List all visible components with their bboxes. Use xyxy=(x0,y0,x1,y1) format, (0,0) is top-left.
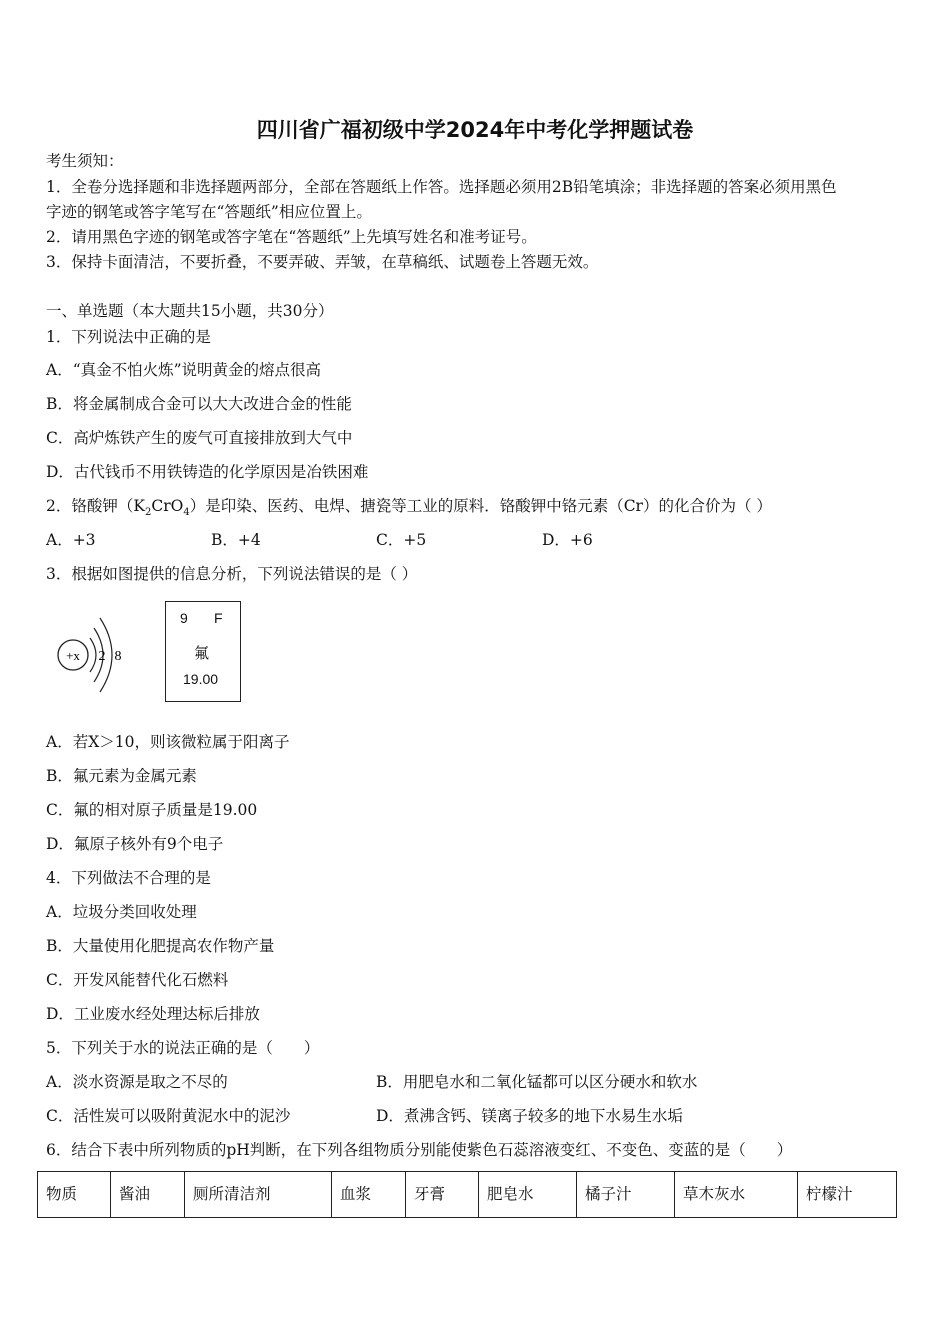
table-row xyxy=(38,1172,897,1218)
q1-option: A．“真金不怕火炼”说明黄金的熔点很高 xyxy=(46,361,322,379)
q3-stem: 3．根据如图提供的信息分析，下列说法错误的是（ ） xyxy=(46,565,418,583)
q5-stem: 5．下列关于水的说法正确的是（ ） xyxy=(46,1039,320,1057)
table-cell: 橘子汁 xyxy=(577,1172,675,1218)
table-cell: 草木灰水 xyxy=(675,1172,798,1218)
q1-option: B．将金属制成合金可以大大改进合金的性能 xyxy=(46,395,352,413)
q3-option: A．若X＞10，则该微粒属于阳离子 xyxy=(46,733,290,751)
section-heading: 一、单选题（本大题共15小题，共30分） xyxy=(46,302,334,320)
shell-electron-count: 2 xyxy=(98,649,106,664)
ph-table xyxy=(37,1171,897,1218)
table-cell: 柠檬汁 xyxy=(798,1172,897,1218)
table-cell: 肥皂水 xyxy=(479,1172,577,1218)
q5-option-b: B．用肥皂水和二氧化锰都可以区分硬水和软水 xyxy=(376,1073,698,1091)
q5-option-a: A．淡水资源是取之不尽的 xyxy=(46,1073,228,1091)
atomic-number: 9 xyxy=(180,610,188,626)
q1-option: D．古代钱币不用铁铸造的化学原因是冶铁困难 xyxy=(46,463,369,481)
table-cell: 血浆 xyxy=(332,1172,406,1218)
atomic-mass: 19.00 xyxy=(183,671,219,687)
table-cell: 牙膏 xyxy=(406,1172,479,1218)
q3-option: B．氟元素为金属元素 xyxy=(46,767,197,785)
q4-option: D．工业废水经处理达标后排放 xyxy=(46,1005,260,1023)
table-cell: 厕所清洁剂 xyxy=(185,1172,332,1218)
notice-line: 1．全卷分选择题和非选择题两部分，全部在答题纸上作答。选择题必须用2B铅笔填涂；非选择题的答案必须用黑色 xyxy=(46,178,837,196)
atom-structure-diagram xyxy=(50,612,130,700)
element-symbol: F xyxy=(214,610,223,626)
q2-option-c: C．+5 xyxy=(376,531,427,549)
q3-option: D．氟原子核外有9个电子 xyxy=(46,835,224,853)
notice-line: 字迹的钢笔或答字笔写在“答题纸”相应位置上。 xyxy=(46,203,372,221)
q4-option: B．大量使用化肥提高农作物产量 xyxy=(46,937,275,955)
notice-line: 3．保持卡面清洁，不要折叠，不要弄破、弄皱，在草稿纸、试题卷上答题无效。 xyxy=(46,253,599,271)
q2-option-a: A．+3 xyxy=(46,531,96,549)
shell-electron-count: 8 xyxy=(114,649,122,664)
exam-title: 四川省广福初级中学2024年中考化学押题试卷 xyxy=(256,118,694,142)
q3-option: C．氟的相对原子质量是19.00 xyxy=(46,801,258,819)
q4-option: C．开发风能替代化石燃料 xyxy=(46,971,229,989)
nucleus-charge: +x xyxy=(66,648,80,663)
element-card xyxy=(165,601,241,702)
q2-option-d: D．+6 xyxy=(542,531,593,549)
q4-stem: 4．下列做法不合理的是 xyxy=(46,869,211,887)
q5-option-d: D．煮沸含钙、镁离子较多的地下水易生水垢 xyxy=(376,1107,683,1125)
q6-stem: 6．结合下表中所列物质的pH判断，在下列各组物质分别能使紫色石蕊溶液变红、不变色、变蓝的是（ ） xyxy=(46,1141,793,1159)
element-name: 氟 xyxy=(194,645,210,662)
table-cell: 物质 xyxy=(38,1172,111,1218)
notice-heading: 考生须知： xyxy=(46,152,124,170)
q5-option-c: C．活性炭可以吸附黄泥水中的泥沙 xyxy=(46,1107,291,1125)
table-cell: 酱油 xyxy=(111,1172,185,1218)
notice-line: 2．请用黑色字迹的钢笔或答字笔在“答题纸”上先填写姓名和准考证号。 xyxy=(46,228,537,246)
q1-option: C．高炉炼铁产生的废气可直接排放到大气中 xyxy=(46,429,353,447)
q1-stem: 1．下列说法中正确的是 xyxy=(46,328,211,346)
q2-option-b: B．+4 xyxy=(211,531,261,549)
q4-option: A．垃圾分类回收处理 xyxy=(46,903,197,921)
electron-shell-1 xyxy=(90,638,96,672)
q2-stem: 2．铬酸钾$(K_2CrO_4)$是印染、医药、电焊、搪瓷等工业的原料．铬酸钾中铬元素（Cr）的化合价为（ ） xyxy=(46,497,772,519)
